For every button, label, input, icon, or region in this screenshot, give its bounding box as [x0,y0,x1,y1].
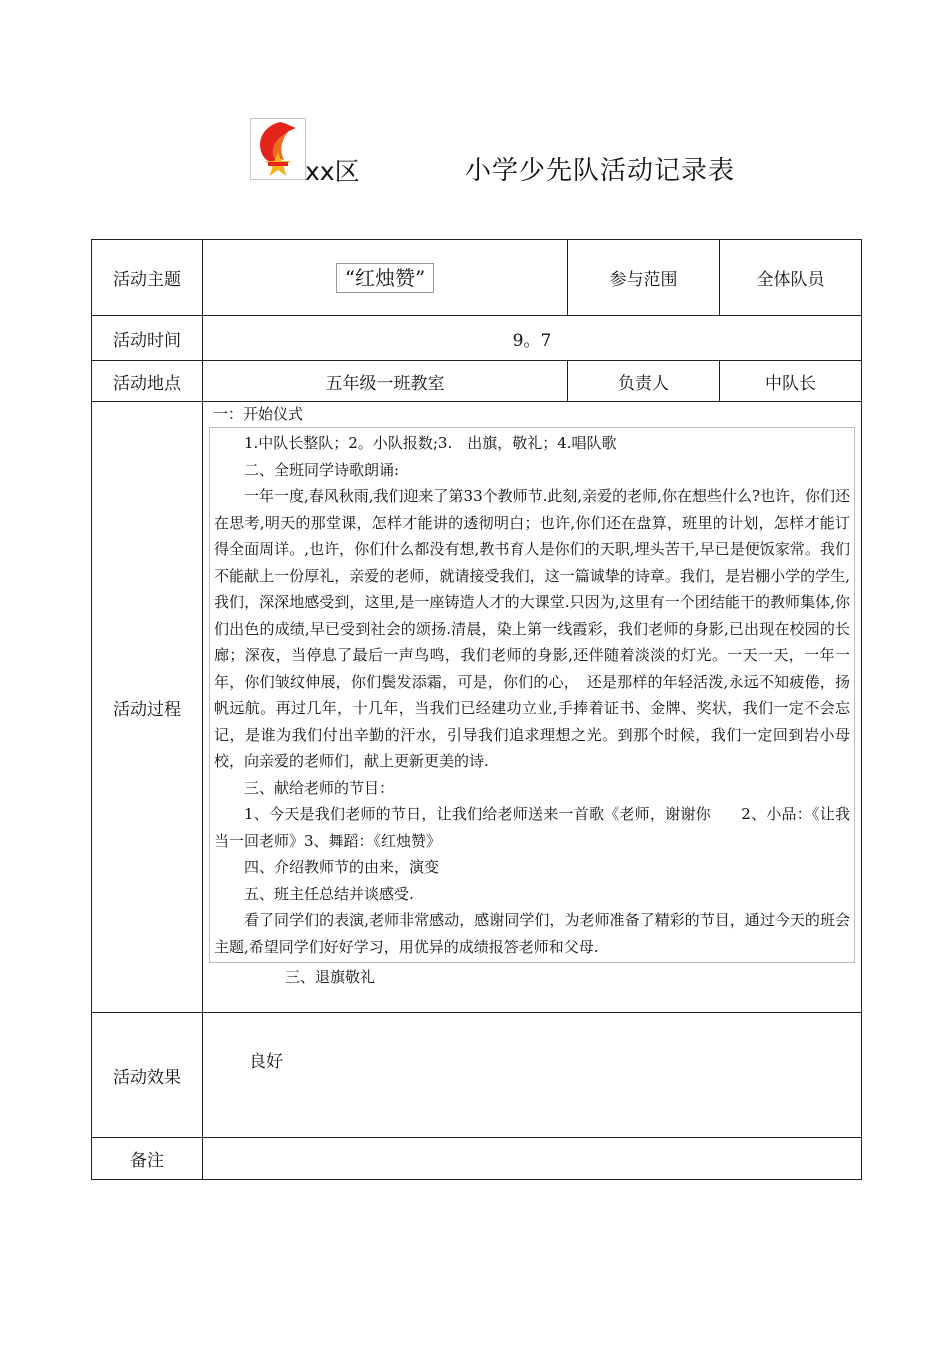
time-row [92,316,862,361]
scope-value: 全体队员 [720,240,862,316]
effect-value: 良好 [249,1052,283,1072]
place-value: 五年级一班教室 [203,361,568,402]
place-label: 活动地点 [92,361,203,402]
theme-value-cell [203,240,568,316]
scope-label: 参与范围 [568,240,720,316]
remarks-row [92,1138,862,1180]
theme-label: 活动主题 [92,240,203,316]
remarks-label: 备注 [92,1138,203,1180]
document-title: 小学少先队活动记录表 [465,156,736,186]
process-paragraph: 四、介绍教师节的由来，演变 [244,858,440,876]
process-row [92,402,862,1013]
process-paragraph: 三、献给老师的节目： [244,778,395,797]
theme-row [92,240,862,316]
time-label: 活动时间 [92,316,203,361]
time-value: 9。7 [203,316,862,361]
process-body [209,427,855,963]
process-content [203,402,862,1013]
process-paragraph: 看了同学们的表演,老师非常感动，感谢同学们，为老师准备了精彩的节目，通过今天的班会主题,希望同学们好好学习，用优异的成绩报答老师和父母. [214,911,850,956]
process-paragraph: 一年一度,春风秋雨,我们迎来了第33个教师节.此刻,亲爱的老师,你在想些什么?也许，你们还在思考,明天的那堂课，怎样才能讲的透彻明白；也许,你们还在盘算，班里的计划，怎样才能订得全面周详。,也许，你们什么都没有想,教书育人是你们的天职,埋头苦干,早已是便饭家常。我们不能献上一份厚礼，亲爱的老师，就请接受我们，这一篇诚挚的诗章。我们，是岩棚小学的学生,我们，深深地感受到，这里,是一座铸造人才的大课堂.只因为,这里有一个团结能干的教师集体,你们出色的成绩,早已受到社会的颂扬.清晨，染上第一线霞彩，我们老师的身影,已出现在校园的长廊；深夜，当停息了最后一声鸟鸣，我们老师的身影,还伴随着淡淡的灯光。一天一天，一年一年，你们皱纹伸展，你们鬓发添霜，可是，你们的心， 还是那样的年轻活泼,永远不知疲倦，扬帆远航。再过几年，十几年，当我们已经建功立业,手捧着证书、金牌、奖状，我们一定不会忘记，是谁为我们付出辛勤的汗水，引导我们追求理想之光。到那个时候，我们一定回到岩小母校，向亲爱的老师们，献上更新更美的诗. [214,487,850,770]
effect-label: 活动效果 [92,1013,203,1138]
place-row [92,361,862,402]
young-pioneers-flame-star-icon [250,118,306,180]
process-heading: 一：开始仪式 [213,405,304,423]
process-paragraph: 1.中队长整队；2。小队报数;3. 出旗，敬礼；4.唱队歌 [244,434,617,452]
theme-value: “红烛赞” [336,263,434,293]
process-paragraph: 二、全班同学诗歌朗诵: [244,460,400,479]
process-paragraph: 1、今天是我们老师的节日，让我们给老师送来一首歌《老师，谢谢你 2、小品：《让我当一回老师》3、舞蹈：《红烛赞》 [214,805,850,850]
leader-value: 中队长 [720,361,862,402]
effect-value-cell [203,1013,862,1138]
district-name: xx区 [305,157,360,186]
activity-record-table [91,239,862,1180]
process-closing: 三、退旗敬礼 [285,968,376,986]
document-header [0,0,950,200]
process-label: 活动过程 [92,402,203,1013]
leader-label: 负责人 [568,361,720,402]
effect-row [92,1013,862,1138]
remarks-value [203,1138,862,1180]
process-paragraph: 五、班主任总结并谈感受. [244,884,414,903]
